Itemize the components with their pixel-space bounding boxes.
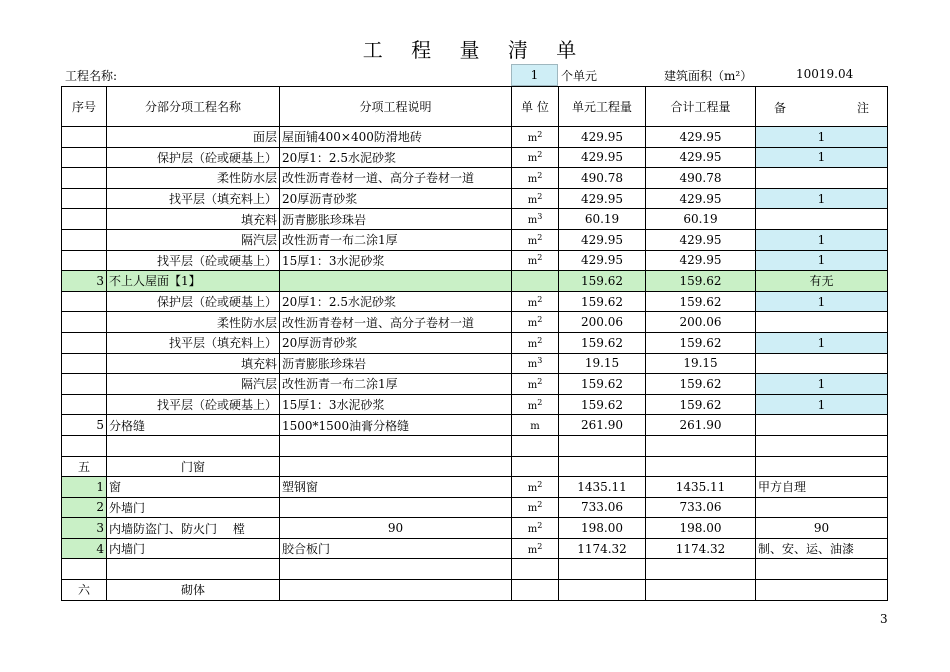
cell-unit[interactable] [512,477,559,498]
cell-name[interactable]: 不上人屋面【1】 [107,271,280,292]
cell-name[interactable]: 找平层（砼或硬基上） [107,394,280,415]
table-row [62,477,888,498]
cell-name[interactable]: 砌体 [107,580,280,601]
unit-text: m [527,379,538,391]
table-row [62,538,888,559]
cell-remarks[interactable]: 90 [756,518,888,539]
cell-total-qty[interactable]: 159.62 [646,394,756,415]
cell-name[interactable]: 找平层（填充料上） [107,188,280,209]
units-count-cell[interactable]: 1 [511,64,558,86]
cell-total-qty[interactable]: 490.78 [646,168,756,189]
cell-name[interactable]: 隔汽层 [107,229,280,250]
cell-total-qty[interactable]: 429.95 [646,188,756,209]
header-cell-unit: 单 位 [512,87,559,127]
unit-text: m [527,173,538,185]
cell-desc[interactable]: 塑钢窗 [280,477,512,498]
cell-no[interactable]: 2 [62,497,107,518]
cell-no[interactable] [62,394,107,415]
cell-unit[interactable] [512,312,559,333]
cell-unit[interactable] [512,538,559,559]
unit-text: m [527,503,538,515]
cell-unit[interactable] [512,394,559,415]
unit-exponent: 2 [537,335,543,345]
unit-exponent: 2 [537,479,543,489]
unit-text: m [527,544,538,556]
cell-no[interactable]: 1 [62,477,107,498]
cell-unit[interactable] [512,188,559,209]
cell-unit-qty[interactable]: 429.95 [559,127,646,148]
unit-text: m [527,132,538,144]
table-row [62,147,888,168]
unit-text: m [527,400,538,412]
cell-remarks[interactable]: 有无 [756,271,888,292]
cell-no[interactable] [62,312,107,333]
header-cell-no: 序号 [62,87,107,127]
cell-total-qty[interactable] [646,580,756,601]
cell-no[interactable]: 六 [62,580,107,601]
cell-name[interactable]: 保护层（砼或硬基上） [107,291,280,312]
cell-name[interactable]: 填充料 [107,209,280,230]
units-label: 个单元 [561,69,598,83]
cell-total-qty[interactable] [646,559,756,580]
cell-remarks[interactable] [756,456,888,477]
cell-unit-qty[interactable]: 159.62 [559,332,646,353]
cell-unit-qty[interactable]: 1174.32 [559,538,646,559]
cell-desc[interactable]: 90 [280,518,512,539]
cell-remarks[interactable]: 1 [756,229,888,250]
table-row [62,559,888,580]
unit-exponent: 3 [537,212,543,222]
table-row [62,394,888,415]
cell-remarks[interactable]: 1 [756,188,888,209]
cell-no[interactable] [62,353,107,374]
table-row [62,209,888,230]
cell-name[interactable]: 内墙防盗门、防火门 樘 [107,518,280,539]
cell-remarks[interactable] [756,435,888,456]
table-row [62,435,888,456]
cell-no[interactable] [62,291,107,312]
cell-no[interactable] [62,332,107,353]
table-row [62,415,888,436]
cell-remarks[interactable]: 1 [756,332,888,353]
cell-unit[interactable] [512,518,559,539]
header-remarks-right: 注 [856,101,869,115]
cell-desc[interactable]: 沥青膨胀珍珠岩 [280,353,512,374]
cell-no[interactable] [62,229,107,250]
cell-desc[interactable]: 改性沥青一布二涂1厚 [280,229,512,250]
cell-unit[interactable] [512,415,559,436]
table-row [62,332,888,353]
cell-unit-qty[interactable] [559,559,646,580]
cell-remarks[interactable]: 制、安、运、油漆 [756,538,888,559]
cell-unit-qty[interactable]: 159.62 [559,394,646,415]
cell-total-qty[interactable]: 429.95 [646,127,756,148]
cell-total-qty[interactable]: 1174.32 [646,538,756,559]
cell-name[interactable]: 柔性防水层 [107,168,280,189]
unit-text: m [527,256,538,268]
cell-remarks[interactable] [756,168,888,189]
info-bar [61,64,887,86]
table-row [62,250,888,271]
cell-unit-qty[interactable] [559,580,646,601]
table-row [62,229,888,250]
cell-desc[interactable] [280,580,512,601]
cell-total-qty[interactable]: 60.19 [646,209,756,230]
header-remarks-left: 备 [774,101,787,115]
cell-remarks[interactable] [756,415,888,436]
cell-name[interactable]: 面层 [107,127,280,148]
cell-unit[interactable] [512,147,559,168]
unit-text: m [527,338,538,350]
cell-remarks[interactable]: 1 [756,147,888,168]
header-cell-remarks [756,87,888,127]
cell-unit[interactable] [512,435,559,456]
cell-remarks[interactable] [756,312,888,333]
cell-remarks[interactable] [756,559,888,580]
cell-no[interactable] [62,147,107,168]
unit-exponent: 2 [537,541,543,551]
cell-remarks[interactable] [756,353,888,374]
cell-desc[interactable]: 20厚沥青砂浆 [280,188,512,209]
cell-desc[interactable] [280,497,512,518]
cell-total-qty[interactable]: 159.62 [646,291,756,312]
cell-unit[interactable] [512,456,559,477]
unit-exponent: 2 [537,129,543,139]
cell-total-qty[interactable]: 19.15 [646,353,756,374]
cell-desc[interactable] [280,435,512,456]
cell-total-qty[interactable] [646,435,756,456]
unit-exponent: 2 [537,521,543,531]
cell-name[interactable] [107,435,280,456]
cell-total-qty[interactable]: 261.90 [646,415,756,436]
unit-exponent: 2 [537,232,543,242]
page-title: 工 程 量 清 单 [362,38,588,62]
cell-total-qty[interactable] [646,456,756,477]
cell-unit[interactable] [512,127,559,148]
cell-desc[interactable]: 改性沥青卷材一道、高分子卷材一道 [280,312,512,333]
unit-text: m [527,318,538,330]
cell-desc[interactable]: 15厚1：3水泥砂浆 [280,250,512,271]
table-row [62,456,888,477]
unit-exponent: 2 [537,294,543,304]
cell-no[interactable]: 4 [62,538,107,559]
table-row [62,168,888,189]
cell-unit[interactable] [512,291,559,312]
cell-no[interactable] [62,435,107,456]
cell-remarks[interactable]: 1 [756,291,888,312]
cell-unit-qty[interactable]: 490.78 [559,168,646,189]
unit-exponent: 2 [537,376,543,386]
cell-unit-qty[interactable] [559,456,646,477]
unit-text: m [527,194,538,206]
cell-no[interactable]: 3 [62,271,107,292]
cell-total-qty[interactable]: 198.00 [646,518,756,539]
cell-unit[interactable] [512,271,559,292]
cell-desc[interactable]: 20厚1：2.5水泥砂浆 [280,291,512,312]
header-cell-total-qty: 合计工程量 [646,87,756,127]
cell-no[interactable] [62,374,107,395]
cell-name[interactable]: 外墙门 [107,497,280,518]
cell-unit-qty[interactable]: 429.95 [559,229,646,250]
unit-text: m [527,297,538,309]
cell-desc[interactable]: 胶合板门 [280,538,512,559]
table-row [62,271,888,292]
cell-unit[interactable] [512,580,559,601]
cell-unit[interactable] [512,559,559,580]
unit-exponent: 2 [537,315,543,325]
cell-desc[interactable]: 20厚沥青砂浆 [280,332,512,353]
table-row [62,374,888,395]
cell-desc[interactable]: 1500*1500油膏分格缝 [280,415,512,436]
area-label: 建筑面积（m²） [664,69,753,83]
cell-remarks[interactable]: 1 [756,394,888,415]
cell-desc[interactable] [280,456,512,477]
cell-name[interactable]: 门窗 [107,456,280,477]
cell-name[interactable]: 隔汽层 [107,374,280,395]
cell-remarks[interactable]: 1 [756,374,888,395]
cell-remarks[interactable] [756,497,888,518]
unit-text: m [530,421,540,433]
unit-exponent: 2 [537,191,543,201]
cell-unit[interactable] [512,229,559,250]
cell-unit-qty[interactable]: 159.62 [559,271,646,292]
cell-no[interactable] [62,209,107,230]
table-row [62,291,888,312]
cell-unit-qty[interactable]: 733.06 [559,497,646,518]
unit-exponent: 2 [537,397,543,407]
unit-text: m [527,153,538,165]
cell-no[interactable] [62,168,107,189]
project-name-label: 工程名称: [65,69,118,83]
cell-total-qty[interactable]: 200.06 [646,312,756,333]
cell-desc[interactable] [280,559,512,580]
cell-name[interactable] [107,559,280,580]
cell-unit-qty[interactable]: 198.00 [559,518,646,539]
table-row [62,353,888,374]
unit-text: m [527,235,538,247]
cell-unit[interactable] [512,209,559,230]
table-row [62,127,888,148]
cell-remarks[interactable]: 1 [756,127,888,148]
cell-name[interactable]: 找平层（填充料上） [107,332,280,353]
cell-unit-qty[interactable]: 429.95 [559,188,646,209]
cell-desc[interactable]: 15厚1：3水泥砂浆 [280,394,512,415]
cell-no[interactable]: 五 [62,456,107,477]
cell-no[interactable] [62,188,107,209]
cell-remarks[interactable]: 甲方自理 [756,477,888,498]
cell-total-qty[interactable]: 429.95 [646,147,756,168]
cell-name[interactable]: 内墙门 [107,538,280,559]
cell-name[interactable]: 找平层（砼或硬基上） [107,250,280,271]
cell-desc[interactable]: 屋面铺400×400防滑地砖 [280,127,512,148]
cell-no[interactable]: 3 [62,518,107,539]
cell-desc[interactable]: 20厚1：2.5水泥砂浆 [280,147,512,168]
cell-remarks[interactable] [756,209,888,230]
cell-unit-qty[interactable]: 159.62 [559,291,646,312]
table-row [62,518,888,539]
cell-unit[interactable] [512,497,559,518]
cell-name[interactable]: 柔性防水层 [107,312,280,333]
cell-no[interactable] [62,127,107,148]
unit-text: m [527,215,538,227]
unit-text: m [527,482,538,494]
cell-desc[interactable]: 改性沥青一布二涂1厚 [280,374,512,395]
unit-exponent: 2 [537,150,543,160]
unit-exponent: 2 [537,170,543,180]
unit-exponent: 3 [537,356,543,366]
cell-total-qty[interactable]: 1435.11 [646,477,756,498]
cell-total-qty[interactable]: 159.62 [646,271,756,292]
cell-unit[interactable] [512,374,559,395]
cell-no[interactable] [62,559,107,580]
header-cell-unit-qty: 单元工程量 [559,87,646,127]
cell-unit-qty[interactable]: 200.06 [559,312,646,333]
cell-unit[interactable] [512,250,559,271]
unit-text: m [527,359,538,371]
cell-no[interactable] [62,250,107,271]
cell-unit[interactable] [512,332,559,353]
cell-unit-qty[interactable]: 429.95 [559,147,646,168]
area-value: 10019.04 [796,67,854,81]
cell-total-qty[interactable]: 429.95 [646,229,756,250]
unit-exponent: 2 [537,500,543,510]
cell-name[interactable]: 窗 [107,477,280,498]
cell-remarks[interactable] [756,580,888,601]
cell-unit-qty[interactable]: 19.15 [559,353,646,374]
cell-name[interactable]: 保护层（砼或硬基上） [107,147,280,168]
cell-unit-qty[interactable]: 159.62 [559,374,646,395]
header-cell-name: 分部分项工程名称 [107,87,280,127]
cell-desc[interactable] [280,271,512,292]
table-row [62,580,888,601]
cell-no[interactable]: 5 [62,415,107,436]
cell-desc[interactable]: 沥青膨胀珍珠岩 [280,209,512,230]
table-row [62,312,888,333]
quantity-table [61,86,888,601]
cell-unit-qty[interactable]: 1435.11 [559,477,646,498]
cell-unit-qty[interactable]: 429.95 [559,250,646,271]
cell-unit-qty[interactable]: 60.19 [559,209,646,230]
cell-name[interactable]: 填充料 [107,353,280,374]
cell-remarks[interactable]: 1 [756,250,888,271]
cell-total-qty[interactable]: 429.95 [646,250,756,271]
cell-unit-qty[interactable]: 261.90 [559,415,646,436]
header-cell-desc: 分项工程说明 [280,87,512,127]
table-row [62,497,888,518]
cell-unit[interactable] [512,353,559,374]
cell-total-qty[interactable]: 159.62 [646,332,756,353]
unit-exponent: 2 [537,253,543,263]
cell-unit[interactable] [512,168,559,189]
cell-name[interactable]: 分格缝 [107,415,280,436]
cell-desc[interactable]: 改性沥青卷材一道、高分子卷材一道 [280,168,512,189]
table-header-row [62,87,888,127]
cell-total-qty[interactable]: 159.62 [646,374,756,395]
cell-total-qty[interactable]: 733.06 [646,497,756,518]
unit-text: m [527,524,538,536]
cell-unit-qty[interactable] [559,435,646,456]
page-number: 3 [880,612,888,626]
table-row [62,188,888,209]
